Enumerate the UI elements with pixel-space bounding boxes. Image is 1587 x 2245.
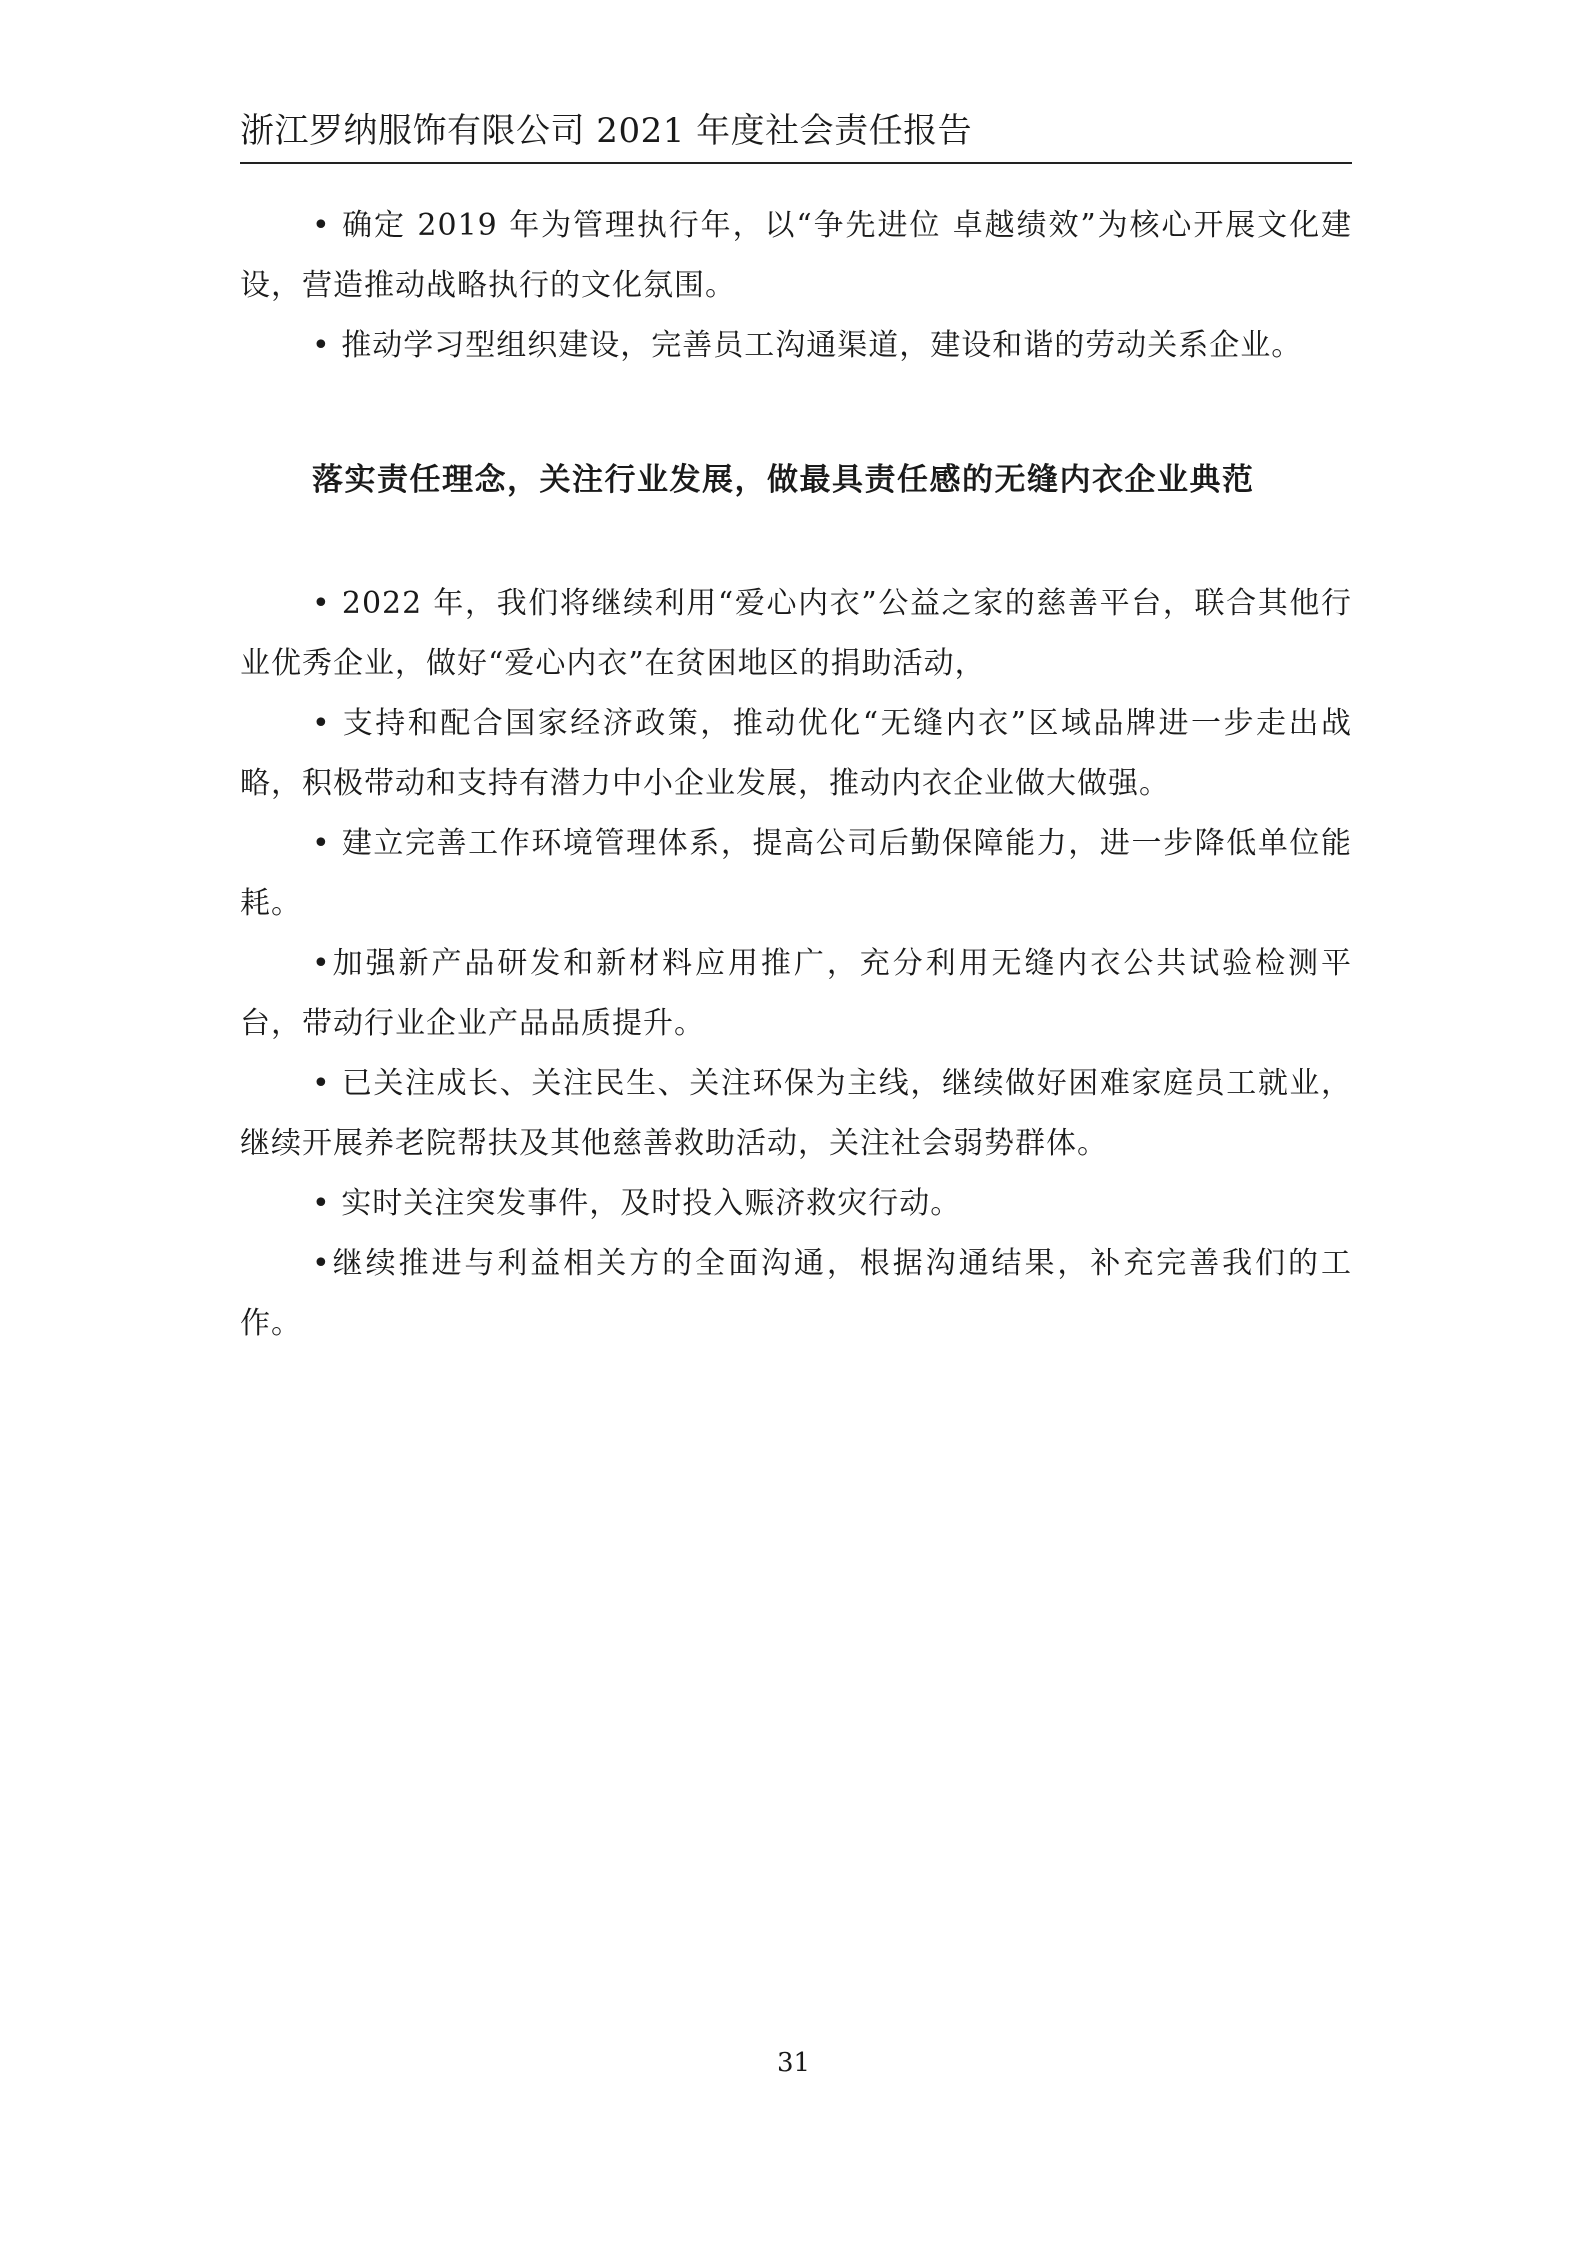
intro-paragraph: • 确定 2019 年为管理执行年，以“争先进位 卓越绩效”为核心开展文化建设，营造推动战略执行的文化氛围。 (240, 208, 1352, 303)
section-paragraph: •加强新产品研发和新材料应用推广，充分利用无缝内衣公共试验检测平台，带动行业企业产品品质提升。 (240, 946, 1352, 1041)
section-paragraph: • 建立完善工作环境管理体系，提高公司后勤保障能力，进一步降低单位能耗。 (240, 826, 1352, 921)
section-paragraph: • 已关注成长、关注民生、关注环保为主线，继续做好困难家庭员工就业，继续开展养老院帮扶及其他慈善救助活动，关注社会弱势群体。 (240, 1066, 1352, 1161)
section-paragraph: • 2022 年，我们将继续利用“爱心内衣”公益之家的慈善平台，联合其他行业优秀企业，做好“爱心内衣”在贫困地区的捐助活动， (240, 586, 1352, 681)
section-paragraph: • 实时关注突发事件，及时投入赈济救灾行动。 (312, 1186, 962, 1221)
document-body (240, 196, 1352, 1354)
section-paragraph: •继续推进与利益相关方的全面沟通，根据沟通结果，补充完善我们的工作。 (240, 1246, 1352, 1341)
intro-paragraph: • 推动学习型组织建设，完善员工沟通渠道，建设和谐的劳动关系企业。 (312, 328, 1303, 363)
section-paragraph: • 支持和配合国家经济政策，推动优化“无缝内衣”区域品牌进一步走出战略，积极带动和支持有潜力中小企业发展，推动内衣企业做大做强。 (240, 706, 1352, 801)
page-number: 31 (776, 2048, 811, 2078)
section-heading: 落实责任理念，关注行业发展，做最具责任感的无缝内衣企业典范 (312, 462, 1255, 498)
header-title: 浙江罗纳服饰有限公司 2021 年度社会责任报告 (240, 111, 973, 151)
page-header (240, 108, 1352, 164)
